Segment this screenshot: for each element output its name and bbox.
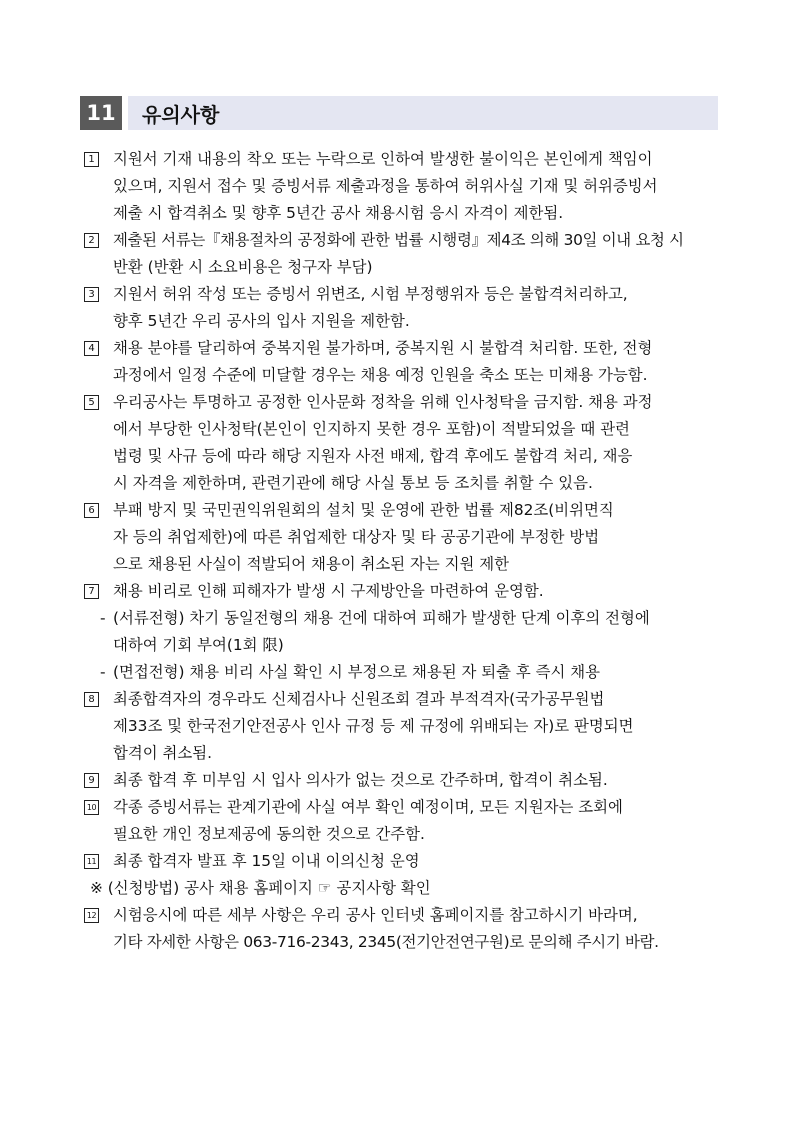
- section-title: 유의사항: [128, 96, 718, 130]
- item-line: 에서 부당한 인사청탁(본인이 인지하지 못한 경우 포함)이 적발되었을 때 관련: [113, 420, 630, 438]
- item-line: 채용 비리로 인해 피해자가 발생 시 구제방안을 마련하여 운영함.: [113, 582, 544, 600]
- notice-item-1: [82, 146, 722, 227]
- item-line: 반환 (반환 시 소요비용은 청구자 부담): [113, 258, 373, 276]
- dash-marker: -: [100, 663, 106, 681]
- notice-item-10: [82, 794, 722, 848]
- notice-item-11: [82, 848, 722, 875]
- item-line: 과정에서 일정 수준에 미달할 경우는 채용 예정 인원을 축소 또는 미채용 가능함.: [113, 366, 648, 384]
- item-number-badge: 6: [84, 503, 99, 518]
- item-line: 최종합격자의 경우라도 신체검사나 신원조회 결과 부적격자(국가공무원법: [113, 690, 605, 708]
- item-line: 기타 자세한 사항은 063-716-2343, 2345(전기안전연구원)로 문의해 주시기 바람.: [113, 933, 659, 951]
- item-number-badge: 12: [84, 908, 99, 923]
- item-line: 필요한 개인 정보제공에 동의한 것으로 간주함.: [113, 825, 425, 843]
- item-number-badge: 4: [84, 341, 99, 356]
- notice-item-8: [82, 686, 722, 767]
- item-line: 부패 방지 및 국민권익위원회의 설치 및 운영에 관한 법률 제82조(비위면직: [113, 501, 614, 519]
- item-11-note: ※ (신청방법) 공사 채용 홈페이지 ☞ 공지사항 확인: [90, 879, 431, 897]
- item-line: 으로 채용된 사실이 적발되어 채용이 취소된 자는 지원 제한: [113, 555, 509, 573]
- item-line: 법령 및 사규 등에 따라 해당 지원자 사전 배제, 합격 후에도 불합격 처리, 재응: [113, 447, 633, 465]
- notice-item-5: [82, 389, 722, 497]
- item-7-sub-2: [82, 659, 722, 686]
- item-line: 채용 분야를 달리하여 중복지원 불가하며, 중복지원 시 불합격 처리함. 또한, 전형: [113, 339, 653, 357]
- item-line: 시 자격을 제한하며, 관련기관에 해당 사실 통보 등 조치를 취할 수 있음.: [113, 474, 593, 492]
- item-number-badge: 3: [84, 287, 99, 302]
- item-number-badge: 7: [84, 584, 99, 599]
- item-number-badge: 9: [84, 773, 99, 788]
- item-line: 지원서 허위 작성 또는 증빙서 위변조, 시험 부정행위자 등은 불합격처리하고,: [113, 285, 628, 303]
- item-number-badge: 5: [84, 395, 99, 410]
- notice-item-7: [82, 578, 722, 605]
- item-line: 최종 합격 후 미부임 시 입사 의사가 없는 것으로 간주하며, 합격이 취소됨.: [113, 771, 608, 789]
- notice-item-6: [82, 497, 722, 578]
- notice-item-3: [82, 281, 722, 335]
- sub-line: (서류전형) 차기 동일전형의 채용 건에 대하여 피해가 발생한 단계 이후의 전형에: [113, 609, 650, 627]
- item-line: 지원서 기재 내용의 착오 또는 누락으로 인하여 발생한 불이익은 본인에게 책임이: [113, 150, 653, 168]
- item-line: 제출 시 합격취소 및 향후 5년간 공사 채용시험 응시 자격이 제한됨.: [113, 204, 564, 222]
- notice-list: [82, 146, 722, 956]
- item-line: 제33조 및 한국전기안전공사 인사 규정 등 제 규정에 위배되는 자)로 판명되면: [113, 717, 634, 735]
- item-number-badge: 10: [84, 800, 99, 815]
- item-number-badge: 8: [84, 692, 99, 707]
- item-line: 제출된 서류는『채용절차의 공정화에 관한 법률 시행령』제4조 의해 30일 이내 요청 시: [113, 231, 684, 249]
- section-header: [80, 96, 718, 130]
- item-7-sub-1: [82, 605, 722, 659]
- sub-line: 대하여 기회 부여(1회 限): [113, 636, 284, 654]
- item-line: 시험응시에 따른 세부 사항은 우리 공사 인터넷 홈페이지를 참고하시기 바라며,: [113, 906, 638, 924]
- notice-item-9: [82, 767, 722, 794]
- notice-item-2: [82, 227, 722, 281]
- item-number-badge: 11: [84, 854, 99, 869]
- item-number-badge: 1: [84, 152, 99, 167]
- dash-marker: -: [100, 609, 106, 627]
- item-line: 우리공사는 투명하고 공정한 인사문화 정착을 위해 인사청탁을 금지함. 채용 과정: [113, 393, 653, 411]
- item-line: 자 등의 취업제한)에 따른 취업제한 대상자 및 타 공공기관에 부정한 방법: [113, 528, 600, 546]
- item-line: 향후 5년간 우리 공사의 입사 지원을 제한함.: [113, 312, 410, 330]
- notice-item-4: [82, 335, 722, 389]
- item-line: 있으며, 지원서 접수 및 증빙서류 제출과정을 통하여 허위사실 기재 및 허위증빙서: [113, 177, 658, 195]
- item-number-badge: 2: [84, 233, 99, 248]
- item-line: 합격이 취소됨.: [113, 744, 212, 762]
- sub-line: (면접전형) 채용 비리 사실 확인 시 부정으로 채용된 자 퇴출 후 즉시 채용: [113, 663, 601, 681]
- item-line: 각종 증빙서류는 관계기관에 사실 여부 확인 예정이며, 모든 지원자는 조회에: [113, 798, 623, 816]
- item-line: 최종 합격자 발표 후 15일 이내 이의신청 운영: [113, 852, 420, 870]
- notice-item-12: [82, 902, 722, 956]
- section-number: 11: [80, 96, 122, 130]
